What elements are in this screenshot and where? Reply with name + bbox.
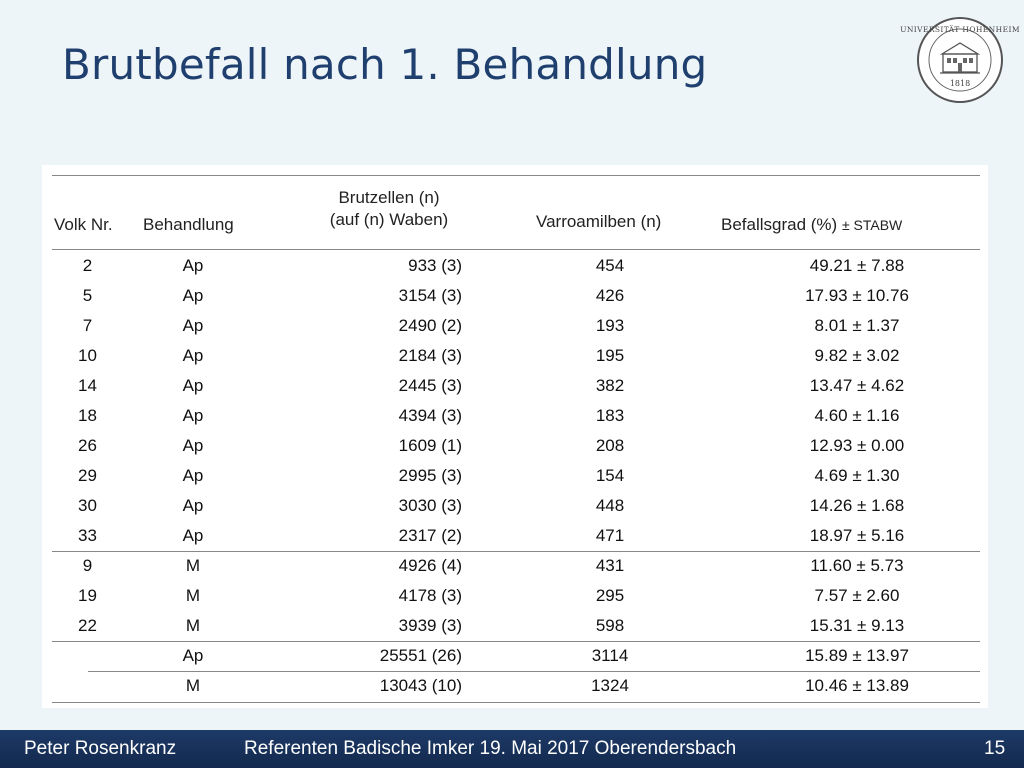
header-behandlung: Behandlung [143, 215, 234, 234]
cell-volk: 19 [78, 586, 97, 605]
footer-event: Referenten Badische Imker 19. Mai 2017 Oberendersbach [244, 738, 737, 759]
cell-befall: 49.21 ± 7.88 [809, 256, 905, 275]
table-row [42, 401, 988, 431]
table-row [42, 551, 988, 581]
cell-varroa: 3114 [591, 646, 629, 665]
cell-behandlung: Ap [182, 406, 204, 425]
cell-befall: 7.57 ± 2.60 [814, 586, 900, 605]
table-row [42, 641, 988, 671]
cell-volk: 2 [82, 256, 93, 275]
header-rule [52, 249, 980, 250]
cell-varroa: 195 [595, 346, 625, 365]
cell-befall: 18.97 ± 5.16 [809, 526, 905, 545]
table-row [42, 281, 988, 311]
table-row [42, 461, 988, 491]
cell-behandlung: Ap [182, 376, 204, 395]
cell-varroa: 471 [595, 526, 625, 545]
table-row [42, 431, 988, 461]
cell-brutzellen: 3154 (3) [398, 286, 462, 305]
footer-bar [0, 730, 1024, 768]
cell-behandlung: Ap [182, 526, 204, 545]
header-brutzellen [304, 187, 474, 231]
seal-text: UNIVERSITÄT HOHENHEIM [900, 25, 1020, 34]
cell-befall: 17.93 ± 10.76 [805, 286, 909, 305]
table-top-rule [52, 175, 980, 176]
cell-varroa: 598 [595, 616, 625, 635]
cell-brutzellen: 4394 (3) [398, 406, 462, 425]
cell-behandlung: M [185, 586, 201, 605]
cell-brutzellen: 3030 (3) [398, 496, 462, 515]
cell-brutzellen: 4178 (3) [398, 586, 462, 605]
cell-volk: 22 [78, 616, 97, 635]
cell-brutzellen: 2490 (2) [398, 316, 462, 335]
footer-page-number: 15 [984, 738, 1006, 759]
cell-varroa: 426 [595, 286, 625, 305]
table-row [42, 311, 988, 341]
cell-volk: 26 [78, 436, 97, 455]
summary-inner-rule [88, 671, 980, 672]
table-row [42, 611, 988, 641]
cell-varroa: 1324 [591, 676, 629, 695]
cell-varroa: 431 [595, 556, 625, 575]
cell-behandlung: Ap [182, 436, 204, 455]
header-befall-label: Befallsgrad (%) [721, 215, 838, 234]
cell-behandlung: Ap [182, 316, 204, 335]
header-brutzellen-line1: Brutzellen (n) [338, 188, 440, 207]
cell-volk: 9 [82, 556, 93, 575]
table-row [42, 581, 988, 611]
group-divider-rule [52, 551, 980, 552]
cell-volk: 7 [82, 316, 93, 335]
cell-befall: 13.47 ± 4.62 [809, 376, 905, 395]
cell-brutzellen: 2317 (2) [398, 526, 462, 545]
table-row [42, 671, 988, 701]
cell-volk: 14 [78, 376, 97, 395]
cell-brutzellen: 1609 (1) [398, 436, 462, 455]
cell-brutzellen: 3939 (3) [398, 616, 462, 635]
cell-behandlung: Ap [182, 256, 204, 275]
cell-behandlung: M [185, 556, 201, 575]
cell-brutzellen: 4926 (4) [398, 556, 462, 575]
cell-befall: 10.46 ± 13.89 [805, 676, 909, 695]
cell-befall: 4.69 ± 1.30 [814, 466, 900, 485]
cell-volk: 10 [78, 346, 97, 365]
cell-brutzellen: 25551 (26) [379, 646, 462, 665]
cell-varroa: 448 [595, 496, 625, 515]
cell-varroa: 454 [595, 256, 625, 275]
summary-divider-rule [52, 641, 980, 642]
cell-varroa: 183 [595, 406, 625, 425]
cell-behandlung: Ap [182, 466, 204, 485]
cell-befall: 12.93 ± 0.00 [809, 436, 905, 455]
table-bottom-rule [52, 702, 980, 703]
table-row [42, 371, 988, 401]
cell-volk [55, 671, 120, 701]
table-body [42, 251, 988, 701]
header-brutzellen-line2: (auf (n) Waben) [329, 210, 449, 229]
header-volk: Volk Nr. [54, 215, 113, 234]
header-befall [721, 215, 902, 235]
cell-brutzellen: 2445 (3) [398, 376, 462, 395]
header-befall-suffix: ± STABW [841, 217, 903, 233]
cell-behandlung: M [185, 676, 201, 695]
cell-brutzellen: 2184 (3) [398, 346, 462, 365]
cell-varroa: 295 [595, 586, 625, 605]
university-seal-logo [900, 16, 1020, 104]
cell-volk [55, 641, 120, 671]
cell-brutzellen: 13043 (10) [379, 676, 462, 695]
cell-brutzellen: 2995 (3) [398, 466, 462, 485]
cell-volk: 30 [78, 496, 97, 515]
cell-behandlung: Ap [182, 346, 204, 365]
table-row [42, 341, 988, 371]
cell-befall: 15.89 ± 13.97 [805, 646, 909, 665]
cell-befall: 8.01 ± 1.37 [814, 316, 900, 335]
seal-year: 1818 [949, 79, 971, 88]
cell-befall: 11.60 ± 5.73 [810, 556, 904, 575]
cell-volk: 5 [82, 286, 93, 305]
cell-volk: 29 [78, 466, 97, 485]
header-varroa: Varroamilben (n) [536, 212, 662, 231]
results-table [42, 165, 988, 708]
cell-volk: 33 [78, 526, 97, 545]
cell-behandlung: Ap [182, 286, 204, 305]
cell-volk: 18 [78, 406, 97, 425]
cell-varroa: 154 [595, 466, 625, 485]
cell-behandlung: Ap [182, 646, 204, 665]
cell-behandlung: M [185, 616, 201, 635]
cell-varroa: 193 [595, 316, 625, 335]
slide-title: Brutbefall nach 1. Behandlung [62, 40, 708, 89]
table-row [42, 251, 988, 281]
cell-befall: 9.82 ± 3.02 [814, 346, 900, 365]
footer-author: Peter Rosenkranz [24, 738, 177, 759]
cell-befall: 4.60 ± 1.16 [814, 406, 900, 425]
table-row [42, 521, 988, 551]
cell-varroa: 208 [595, 436, 625, 455]
cell-brutzellen: 933 (3) [408, 256, 462, 275]
cell-befall: 15.31 ± 9.13 [809, 616, 905, 635]
cell-varroa: 382 [595, 376, 625, 395]
cell-behandlung: Ap [182, 496, 204, 515]
table-row [42, 491, 988, 521]
cell-befall: 14.26 ± 1.68 [809, 496, 905, 515]
